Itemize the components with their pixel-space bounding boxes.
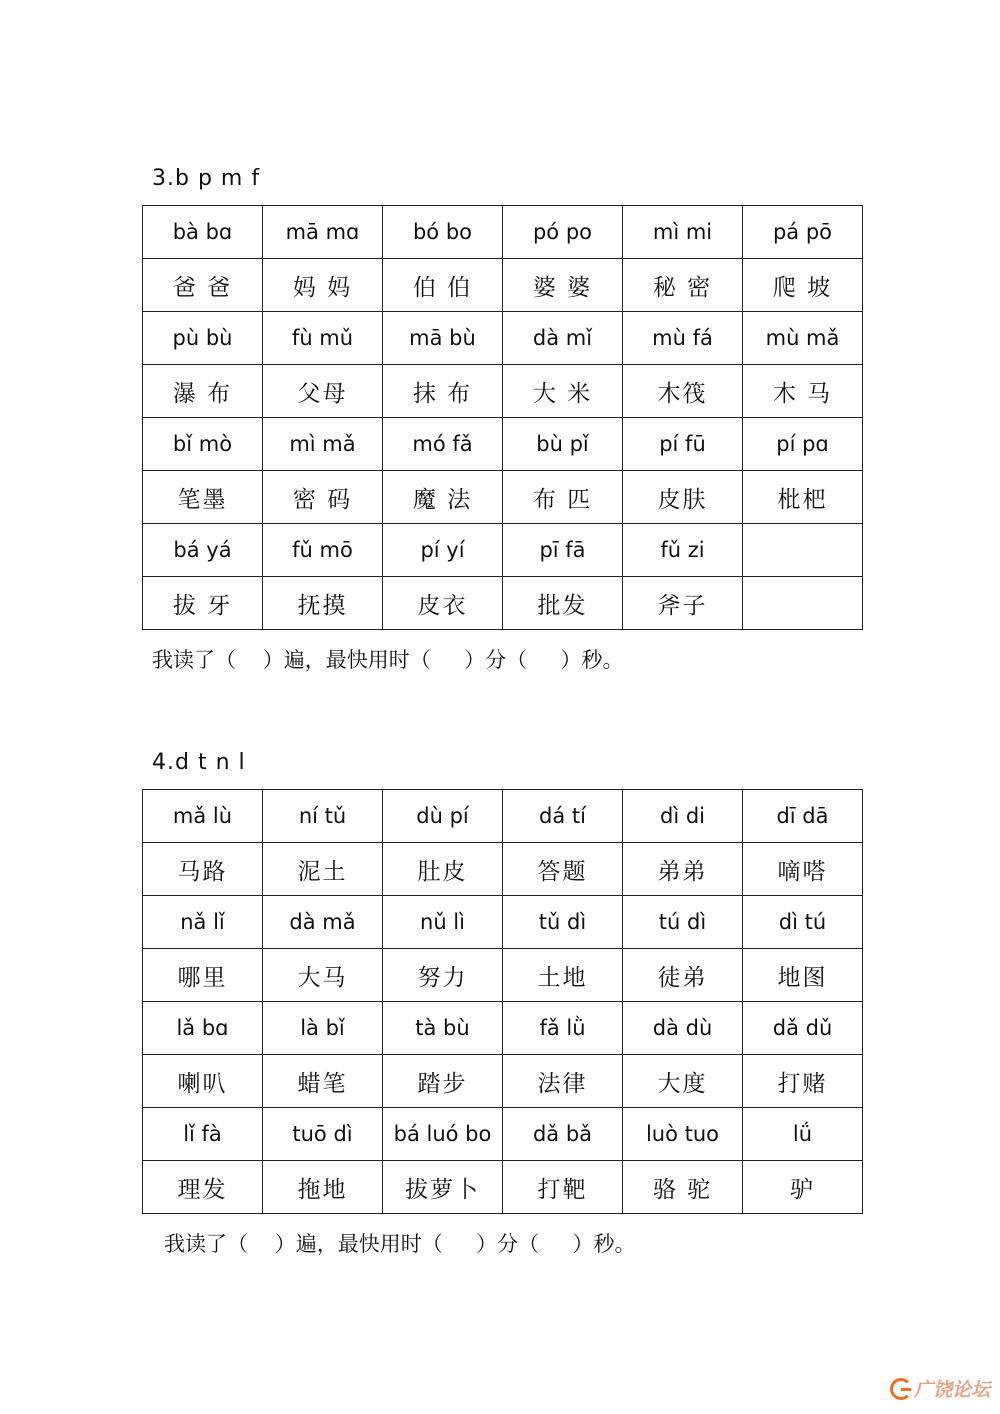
pinyin-cell: pí pɑ (743, 418, 863, 471)
hanzi-row (143, 843, 863, 896)
pinyin-cell: nǔ lì (383, 896, 503, 949)
pinyin-cell: fǔ mō (263, 524, 383, 577)
reading-table (142, 205, 863, 630)
hanzi-row (143, 259, 863, 312)
pinyin-cell: dì tú (743, 896, 863, 949)
pinyin-row (143, 1108, 863, 1161)
pinyin-cell: pù bù (143, 312, 263, 365)
pinyin-cell: mǎ lù (143, 790, 263, 843)
hanzi-cell: 皮肤 (623, 471, 743, 524)
pinyin-row (143, 524, 863, 577)
hanzi-cell: 土地 (503, 949, 623, 1002)
pinyin-cell: ní tǔ (263, 790, 383, 843)
hanzi-cell: 瀑 布 (143, 365, 263, 418)
pinyin-cell: bǐ mò (143, 418, 263, 471)
hanzi-cell: 打靶 (503, 1161, 623, 1214)
pinyin-cell: mù fá (623, 312, 743, 365)
pinyin-cell: bà bɑ (143, 206, 263, 259)
hanzi-cell: 爸 爸 (143, 259, 263, 312)
hanzi-cell: 大 米 (503, 365, 623, 418)
hanzi-cell: 努力 (383, 949, 503, 1002)
hanzi-cell: 骆 驼 (623, 1161, 743, 1214)
hanzi-row (143, 1055, 863, 1108)
pinyin-cell: nǎ lǐ (143, 896, 263, 949)
pinyin-cell (743, 524, 863, 577)
hanzi-row (143, 365, 863, 418)
pinyin-cell: mì mǎ (263, 418, 383, 471)
pinyin-row (143, 206, 863, 259)
pinyin-cell: tǔ dì (503, 896, 623, 949)
hanzi-cell: 弟弟 (623, 843, 743, 896)
hanzi-cell: 拔 牙 (143, 577, 263, 630)
pinyin-cell: dá tí (503, 790, 623, 843)
hanzi-cell: 哪里 (143, 949, 263, 1002)
hanzi-cell: 爬 坡 (743, 259, 863, 312)
pinyin-cell: lǐ fà (143, 1108, 263, 1161)
hanzi-row (143, 471, 863, 524)
pinyin-cell: là bǐ (263, 1002, 383, 1055)
hanzi-row (143, 949, 863, 1002)
pinyin-cell: mù mǎ (743, 312, 863, 365)
hanzi-cell: 斧子 (623, 577, 743, 630)
section-title: 3.b p m f (152, 166, 261, 191)
hanzi-cell: 秘 密 (623, 259, 743, 312)
pinyin-row (143, 1002, 863, 1055)
hanzi-cell: 喇叭 (143, 1055, 263, 1108)
pinyin-cell: pá pō (743, 206, 863, 259)
pinyin-cell: bá luó bo (383, 1108, 503, 1161)
pinyin-cell: dà mǐ (503, 312, 623, 365)
hanzi-cell: 父母 (263, 365, 383, 418)
hanzi-cell: 婆 婆 (503, 259, 623, 312)
hanzi-cell: 泥土 (263, 843, 383, 896)
hanzi-cell: 抚摸 (263, 577, 383, 630)
hanzi-cell: 肚皮 (383, 843, 503, 896)
hanzi-cell: 大度 (623, 1055, 743, 1108)
pinyin-cell: dǎ dǔ (743, 1002, 863, 1055)
hanzi-cell: 理发 (143, 1161, 263, 1214)
pinyin-cell: dǎ bǎ (503, 1108, 623, 1161)
pinyin-cell: tú dì (623, 896, 743, 949)
pinyin-cell: lǎ bɑ (143, 1002, 263, 1055)
hanzi-cell: 枇杷 (743, 471, 863, 524)
hanzi-cell: 嘀嗒 (743, 843, 863, 896)
hanzi-cell: 抹 布 (383, 365, 503, 418)
hanzi-cell: 答题 (503, 843, 623, 896)
pinyin-cell: mā mɑ (263, 206, 383, 259)
pinyin-cell: luò tuo (623, 1108, 743, 1161)
pinyin-cell: dì di (623, 790, 743, 843)
section-title: 4.d t n l (152, 750, 246, 775)
hanzi-cell: 大马 (263, 949, 383, 1002)
hanzi-cell: 地图 (743, 949, 863, 1002)
pinyin-cell: bù pǐ (503, 418, 623, 471)
pinyin-cell: fǎ lǜ (503, 1002, 623, 1055)
pinyin-cell: tuō dì (263, 1108, 383, 1161)
pinyin-row (143, 896, 863, 949)
hanzi-cell: 马路 (143, 843, 263, 896)
pinyin-cell: mì mi (623, 206, 743, 259)
hanzi-cell: 皮衣 (383, 577, 503, 630)
pinyin-cell: pí yí (383, 524, 503, 577)
hanzi-cell: 法律 (503, 1055, 623, 1108)
hanzi-cell: 蜡笔 (263, 1055, 383, 1108)
pinyin-cell: pó po (503, 206, 623, 259)
pinyin-row (143, 790, 863, 843)
hanzi-row (143, 577, 863, 630)
pinyin-cell: mó fǎ (383, 418, 503, 471)
hanzi-row (143, 1161, 863, 1214)
hanzi-cell: 拖地 (263, 1161, 383, 1214)
hanzi-cell: 密 码 (263, 471, 383, 524)
hanzi-cell: 拔萝卜 (383, 1161, 503, 1214)
pinyin-row (143, 312, 863, 365)
pinyin-row (143, 418, 863, 471)
pinyin-cell: fǔ zi (623, 524, 743, 577)
watermark-text: 广饶论坛 (913, 1379, 990, 1401)
hanzi-cell: 笔墨 (143, 471, 263, 524)
pinyin-cell: bó bo (383, 206, 503, 259)
hanzi-cell: 驴 (743, 1161, 863, 1214)
reading-table (142, 789, 863, 1214)
hanzi-cell (743, 577, 863, 630)
hanzi-cell: 踏步 (383, 1055, 503, 1108)
hanzi-cell: 批发 (503, 577, 623, 630)
reading-record: 我读了（ ）遍，最快用时（ ）分（ ）秒。 (152, 648, 624, 672)
pinyin-cell: mā bù (383, 312, 503, 365)
pinyin-cell: bá yá (143, 524, 263, 577)
hanzi-cell: 伯 伯 (383, 259, 503, 312)
pinyin-cell: dà mǎ (263, 896, 383, 949)
pinyin-cell: pī fā (503, 524, 623, 577)
hanzi-cell: 打赌 (743, 1055, 863, 1108)
pinyin-cell: dī dā (743, 790, 863, 843)
pinyin-cell: fù mǔ (263, 312, 383, 365)
hanzi-cell: 布 匹 (503, 471, 623, 524)
pinyin-cell: dà dù (623, 1002, 743, 1055)
hanzi-cell: 木筏 (623, 365, 743, 418)
pinyin-cell: lǘ (743, 1108, 863, 1161)
reading-record: 我读了（ ）遍，最快用时（ ）分（ ）秒。 (164, 1232, 636, 1256)
pinyin-cell: tà bù (383, 1002, 503, 1055)
hanzi-cell: 妈 妈 (263, 259, 383, 312)
forum-logo-icon (890, 1378, 912, 1400)
hanzi-cell: 魔 法 (383, 471, 503, 524)
forum-watermark (890, 1375, 990, 1402)
pinyin-cell: pí fū (623, 418, 743, 471)
hanzi-cell: 木 马 (743, 365, 863, 418)
hanzi-cell: 徒弟 (623, 949, 743, 1002)
pinyin-cell: dù pí (383, 790, 503, 843)
